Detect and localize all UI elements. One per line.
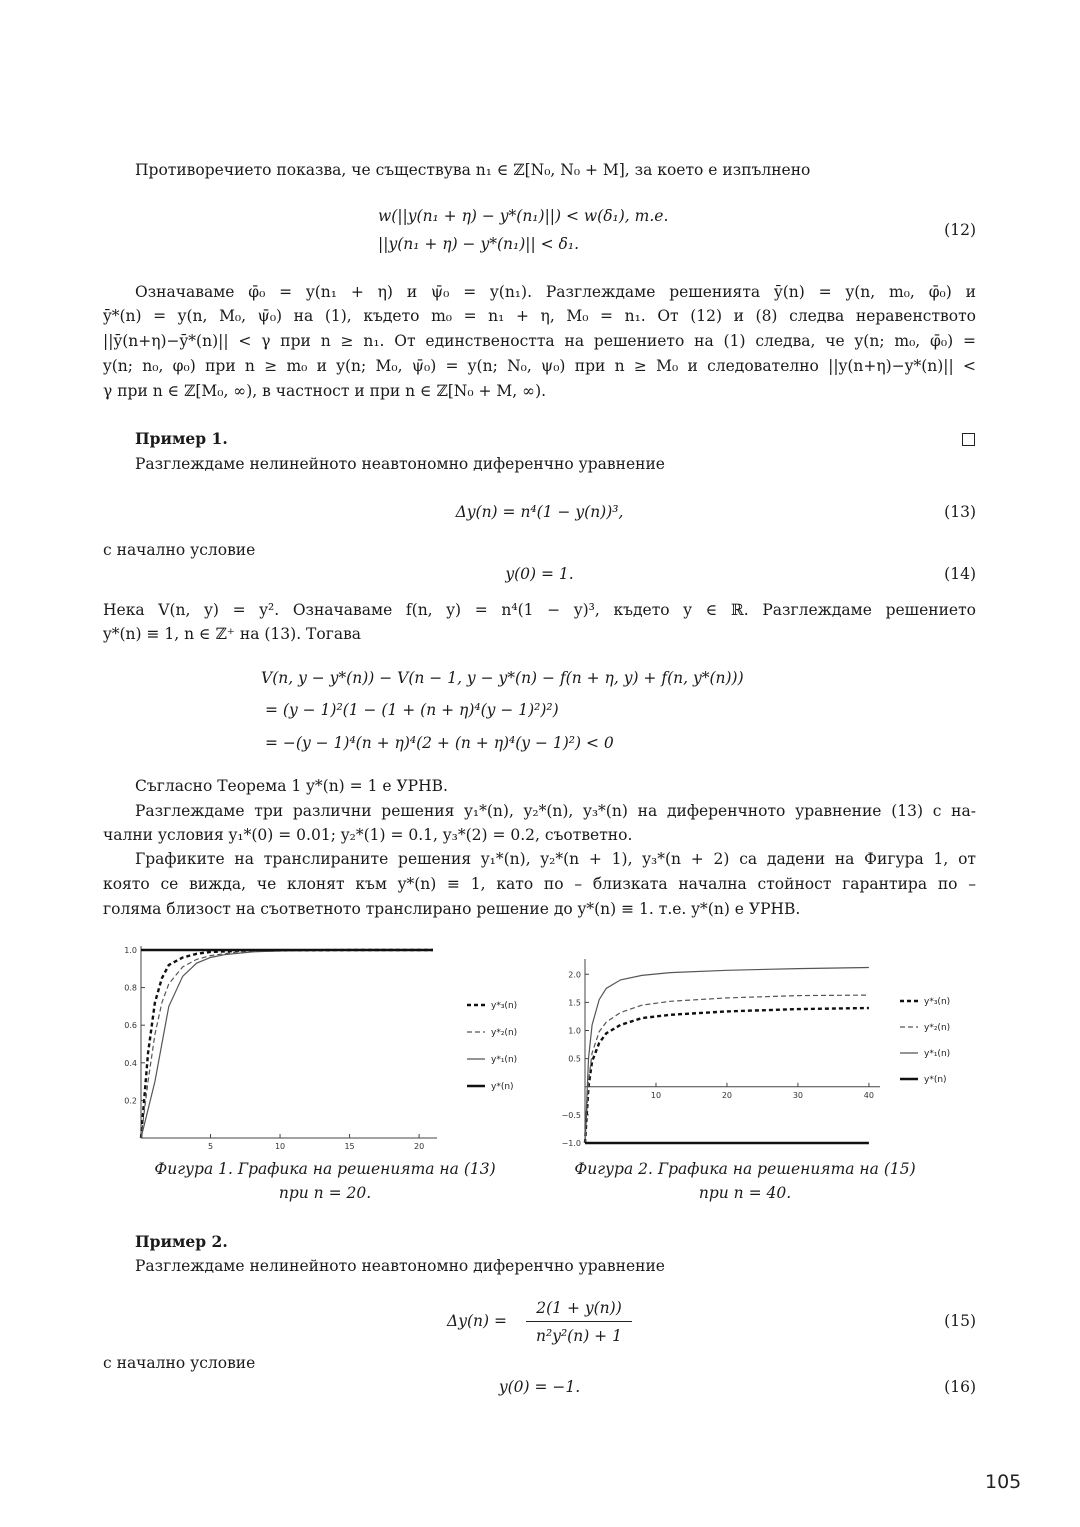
paragraph-3-line1: Нека V(n, y) = y². Означаваме f(n, y) = n⁴(1 − y)³, където y ∈ ℝ. Разглеждаме решението — [103, 601, 976, 619]
figure-1-caption-line1: Фигура 1. Графика на решенията на (13) — [154, 1160, 496, 1178]
legend-label-3: y*₁(n) — [924, 1049, 951, 1059]
legend-label-4: y*(n) — [924, 1075, 947, 1085]
equation-13: Δy(n) = n⁴(1 − y(n))³, — [455, 503, 624, 521]
equation-16: y(0) = −1. — [498, 1378, 581, 1396]
y-tick-label: 0.6 — [124, 1021, 137, 1031]
y-tick-label: 0.2 — [124, 1096, 137, 1106]
calculation-line3: = −(y − 1)⁴(n + η)⁴(2 + (n + η)⁴(y − 1)²) < 0 — [265, 734, 614, 752]
paragraph-5-line1: Разглеждаме три различни решения y₁*(n), y₂*(n), y₃*(n) на диференчното уравнение (13) с на- — [135, 802, 976, 820]
paragraph-2-line3: ||ȳ(n+η)−ȳ*(n)|| < γ при n ≥ n₁. От единствеността на решението на (1) следва, че y(n; m₀, φ̄₀) = — [103, 332, 976, 350]
x-tick-label: 20 — [721, 1090, 733, 1100]
series-line-2 — [141, 950, 433, 1138]
legend-label-2: y*₂(n) — [491, 1028, 518, 1038]
y-tick-label: −0.5 — [561, 1110, 581, 1120]
initial-condition-label-2: с начално условие — [103, 1354, 256, 1372]
example-2-intro: Разглеждаме нелинейното неавтономно диференчно уравнение — [135, 1257, 665, 1275]
y-tick-label: 0.8 — [124, 983, 137, 993]
initial-condition-label-1: с начално условие — [103, 541, 256, 559]
x-tick-label: 5 — [207, 1142, 214, 1151]
figure-2-chart — [550, 950, 970, 1155]
calculation-line1: V(n, y − y*(n)) − V(n − 1, y − y*(n) − f(n + η, y) + f(n, y*(n))) — [261, 669, 744, 687]
legend-label-3: y*₁(n) — [491, 1055, 518, 1065]
x-tick-label: 30 — [792, 1090, 804, 1100]
equation-12-line2: ||y(n₁ + η) − y*(n₁)|| < δ₁. — [378, 235, 580, 253]
legend-label-2: y*₂(n) — [924, 1023, 951, 1033]
paragraph-2-line2: ȳ*(n) = y(n, M₀, ψ̄₀) на (1), където m₀ = n₁ + η, M₀ = n₁. От (12) и (8) следва неравенството — [103, 307, 976, 325]
paragraph-2-line4: y(n; n₀, φ₀) при n ≥ m₀ и y(n; M₀, ψ̄₀) = y(n; N₀, ψ₀) при n ≥ M₀ и следователно ||y(n+η)−y*(n)|| < — [103, 357, 976, 375]
paragraph-5-line2: чални условия y₁*(0) = 0.01; y₂*(1) = 0.1, y₃*(2) = 0.2, съответно. — [103, 826, 633, 844]
y-tick-label: −1.0 — [561, 1139, 581, 1148]
paragraph-4: Съгласно Теорема 1 y*(n) = 1 е УРНВ. — [135, 777, 448, 795]
calculation-line2: = (y − 1)²(1 − (1 + (n + η)⁴(y − 1)²)²) — [265, 701, 559, 719]
equation-14: y(0) = 1. — [505, 565, 574, 583]
y-tick-label: 1.0 — [568, 1026, 581, 1036]
y-tick-label: 1.5 — [568, 998, 581, 1008]
series-line-3 — [141, 950, 433, 1138]
equation-16-number: (16) — [944, 1378, 976, 1396]
paragraph-2-line5: γ при n ∈ ℤ[M₀, ∞), в частност и при n ∈ ℤ[N₀ + M, ∞). — [103, 382, 547, 400]
legend-label-1: y*₃(n) — [491, 1001, 518, 1011]
series-line-2 — [585, 995, 869, 1143]
paragraph-6-line1: Графиките на транслираните решения y₁*(n), y₂*(n + 1), y₃*(n + 2) са дадени на Фигура 1, от — [135, 850, 976, 868]
figure-2-caption-line1: Фигура 2. Графика на решенията на (15) — [574, 1160, 916, 1178]
paragraph-intro: Противоречието показва, че съществува n₁ ∈ ℤ[N₀, N₀ + M], за което е изпълнено — [135, 161, 811, 179]
series-line-1 — [585, 1008, 869, 1143]
paragraph-6-line3: голяма близост на съответното транслирано решение до y*(n) ≡ 1. т.е. y*(n) е УРНВ. — [103, 900, 801, 918]
equation-12-number: (12) — [944, 221, 976, 239]
equation-15-number: (15) — [944, 1312, 976, 1330]
paragraph-6-line2: която се вижда, че клонят към y*(n) ≡ 1, като по – близката начална стойност гарантира по – — [103, 875, 976, 893]
y-tick-label: 0.4 — [124, 1058, 137, 1068]
legend-label-1: y*₃(n) — [924, 997, 951, 1007]
equation-15-denominator: n²y²(n) + 1 — [536, 1327, 622, 1345]
example-1-intro: Разглеждаме нелинейното неавтономно диференчно уравнение — [135, 455, 665, 473]
x-tick-label: 10 — [274, 1142, 286, 1151]
example-2-title: Пример 2. — [135, 1232, 228, 1251]
x-tick-label: 15 — [344, 1142, 355, 1151]
page-number: 105 — [985, 1471, 1022, 1493]
example-1-title: Пример 1. — [135, 429, 228, 448]
paragraph-3-line2: y*(n) ≡ 1, n ∈ ℤ⁺ на (13). Тогава — [103, 625, 362, 643]
equation-13-number: (13) — [944, 503, 976, 521]
equation-15-numerator: 2(1 + y(n)) — [536, 1299, 622, 1317]
qed-square-icon — [962, 433, 975, 446]
equation-12-line1: w(||y(n₁ + η) − y*(n₁)||) < w(δ₁), т.е. — [378, 207, 669, 225]
figure-2-caption-line2: при n = 40. — [698, 1184, 792, 1202]
figure-1-caption-line2: при n = 20. — [278, 1184, 372, 1202]
x-tick-label: 40 — [863, 1090, 874, 1100]
y-tick-label: 1.0 — [124, 946, 137, 955]
legend-label-4: y*(n) — [491, 1082, 514, 1092]
series-line-3 — [585, 968, 869, 1144]
paragraph-2-line1: Означаваме φ̄₀ = y(n₁ + η) и ψ̄₀ = y(n₁). Разглеждаме решенията ȳ(n) = y(n, m₀, φ̄₀) и — [135, 283, 976, 301]
x-tick-label: 20 — [414, 1142, 425, 1151]
y-tick-label: 2.0 — [568, 970, 581, 980]
series-line-1 — [141, 950, 433, 1138]
x-tick-label: 10 — [650, 1090, 662, 1100]
equation-15-fraction-bar — [526, 1321, 632, 1322]
equation-14-number: (14) — [944, 565, 976, 583]
y-tick-label: 0.5 — [568, 1054, 581, 1064]
figure-1-chart — [110, 936, 530, 1156]
equation-15-lhs: Δy(n) = — [447, 1312, 507, 1330]
